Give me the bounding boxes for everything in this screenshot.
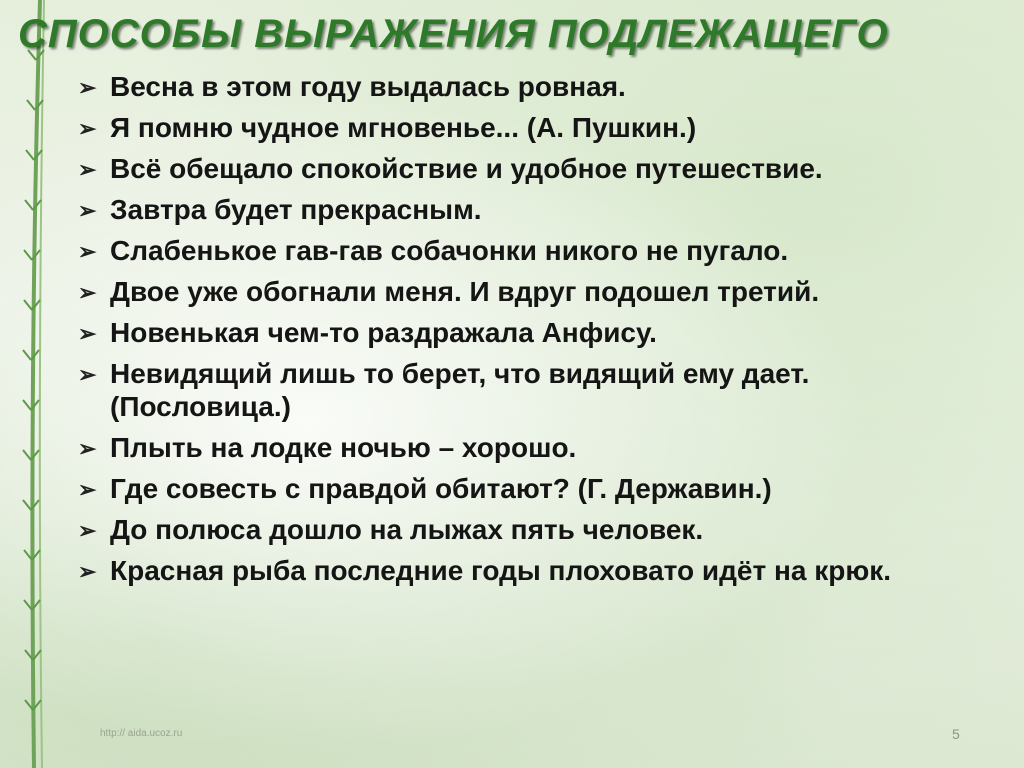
list-item (78, 431, 983, 464)
sentence-text: До полюса дошло на лыжах пять человек. (110, 514, 704, 545)
sentence-text: Плыть на лодке ночью – хорошо. (110, 432, 577, 463)
grass-stem-decoration (0, 0, 60, 768)
arrow-bullet-icon: ➢ (78, 362, 97, 387)
arrow-bullet-icon: ➢ (78, 239, 97, 264)
list-item (78, 152, 983, 185)
slide-title: СПОСОБЫ ВЫРАЖЕНИЯ ПОДЛЕЖАЩЕГО (18, 12, 889, 56)
list-item (78, 316, 983, 349)
sentence-text: Невидящий лишь то берет, что видящий ему дает. (Пословица.) (110, 358, 810, 422)
sentence-text: Я помню чудное мгновенье... (А. Пушкин.) (110, 112, 697, 143)
arrow-bullet-icon: ➢ (78, 321, 97, 346)
list-item (78, 357, 983, 423)
sentence-text: Всё обещало спокойствие и удобное путешествие. (110, 153, 823, 184)
list-item (78, 472, 983, 505)
sentence-text: Слабенькое гав-гав собачонки никого не пугало. (110, 235, 789, 266)
sentence-text: Новенькая чем-то раздражала Анфису. (110, 317, 657, 348)
sentence-text: Весна в этом году выдалась ровная. (110, 71, 626, 102)
list-item (78, 513, 983, 546)
arrow-bullet-icon: ➢ (78, 559, 97, 584)
sentence-text: Красная рыба последние годы плоховато идёт на крюк. (110, 555, 892, 586)
arrow-bullet-icon: ➢ (78, 477, 97, 502)
sentence-text: Завтра будет прекрасным. (110, 194, 482, 225)
page-number: 5 (952, 726, 960, 742)
arrow-bullet-icon: ➢ (78, 436, 97, 461)
sentence-text: Двое уже обогнали меня. И вдруг подошел третий. (110, 276, 820, 307)
list-item (78, 70, 983, 103)
list-item (78, 234, 983, 267)
arrow-bullet-icon: ➢ (78, 198, 97, 223)
arrow-bullet-icon: ➢ (78, 518, 97, 543)
list-item (78, 111, 983, 144)
list-item (78, 193, 983, 226)
arrow-bullet-icon: ➢ (78, 157, 97, 182)
arrow-bullet-icon: ➢ (78, 75, 97, 100)
footer-url: http:// aida.ucoz.ru (100, 728, 183, 739)
sentence-text: Где совесть с правдой обитают? (Г. Державин.) (110, 473, 772, 504)
arrow-bullet-icon: ➢ (78, 280, 97, 305)
list-item (78, 554, 983, 587)
arrow-bullet-icon: ➢ (78, 116, 97, 141)
example-sentences-list (78, 70, 983, 595)
list-item (78, 275, 983, 308)
